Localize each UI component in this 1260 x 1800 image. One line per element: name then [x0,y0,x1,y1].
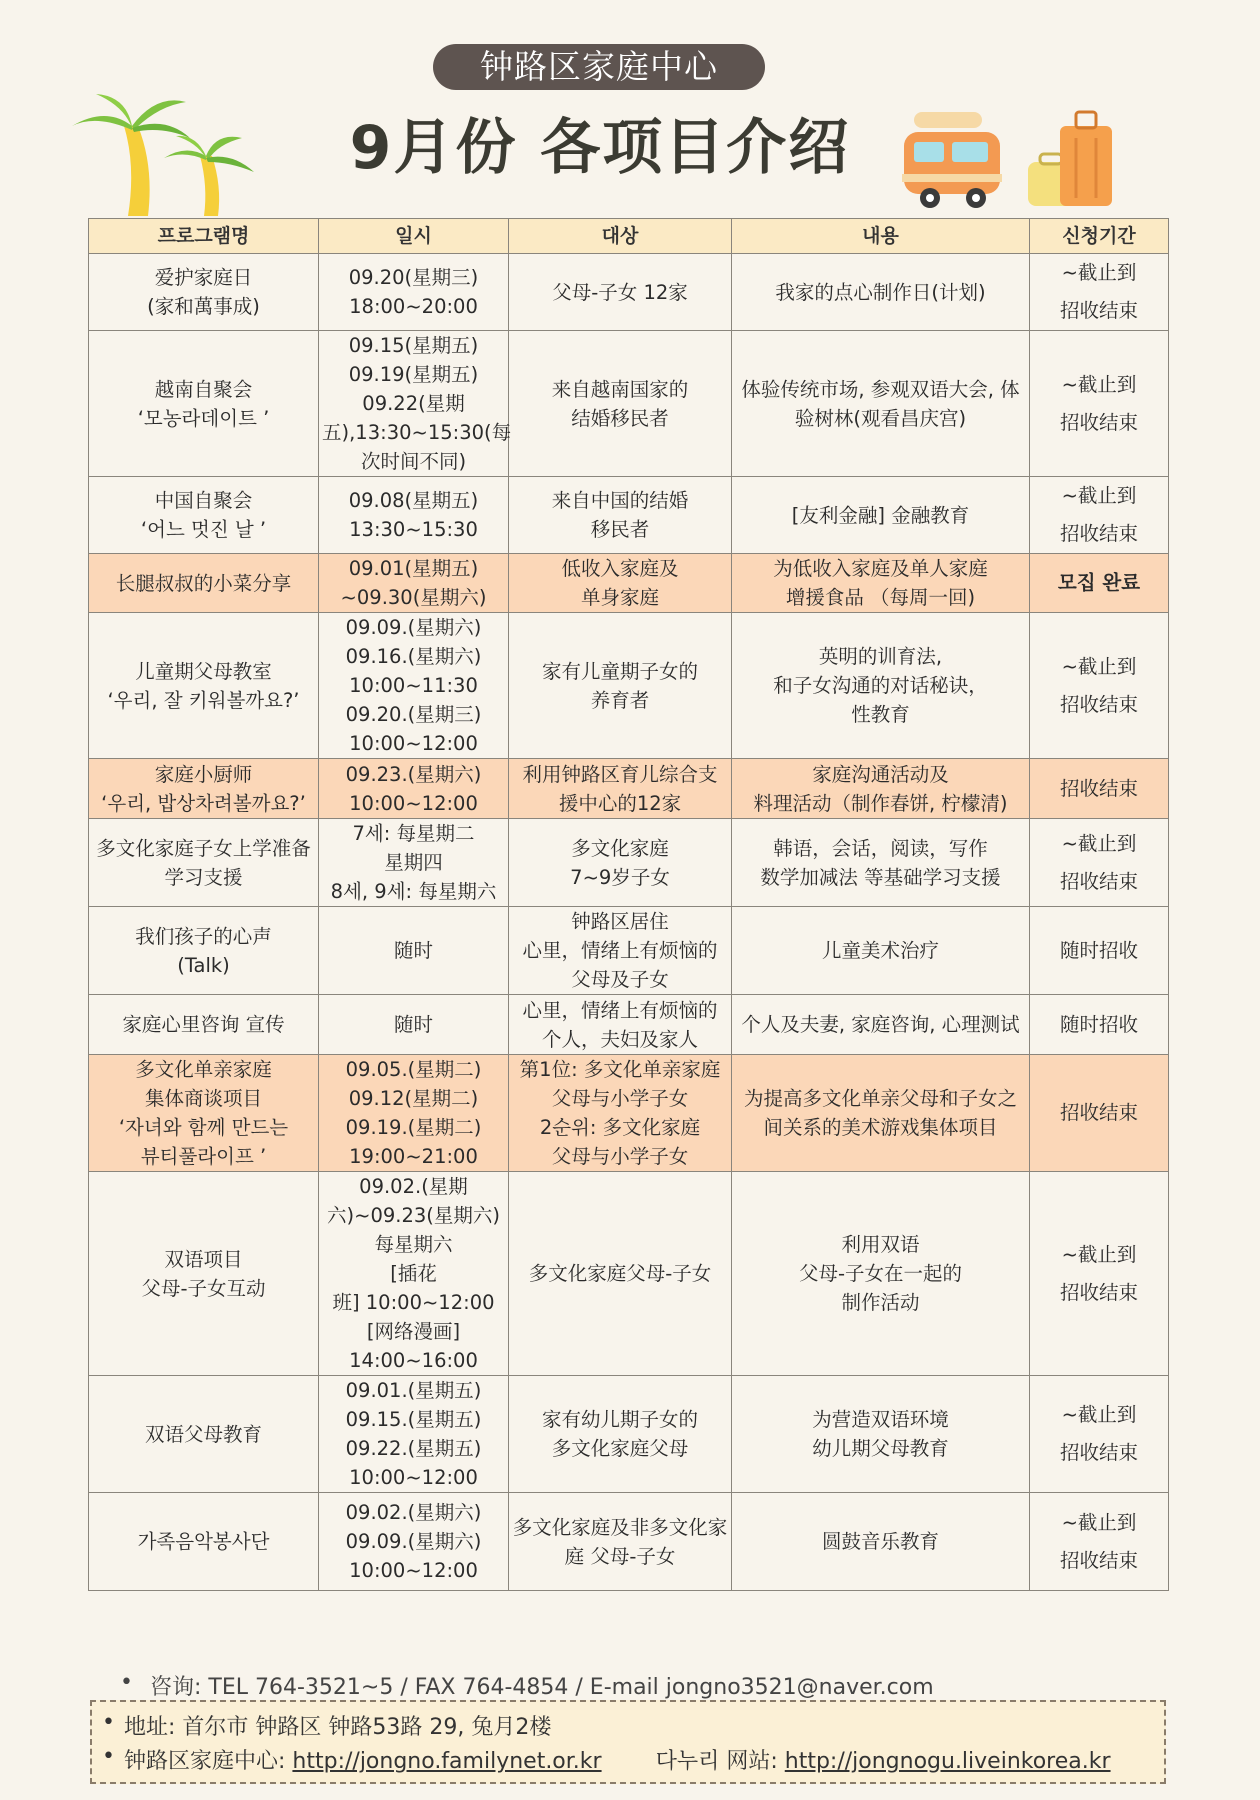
cell-name [89,1172,319,1376]
table-row [89,759,1169,819]
cell-line: 低收入家庭及 [561,557,679,580]
cell-line: ~截止到 [1061,1403,1137,1426]
table-row [89,477,1169,554]
bullet-icon: • [102,1710,115,1735]
table-row [89,331,1169,477]
cell-period [1030,1493,1169,1591]
cell-line: 09.09.(星期六) [345,1530,482,1553]
cell-line: 心里，情绪上有烦恼的 [522,939,718,962]
cell-period [1030,554,1169,613]
cell-period [1030,1376,1169,1493]
cell-line: 10:00~11:30 [349,674,478,697]
cell-target [509,254,732,331]
table-row [89,613,1169,759]
org-name-pill: 钟路区家庭中心 [433,44,765,90]
cell-line: 8세, 9세: 每星期六 [330,880,497,903]
cell-date [319,1376,509,1493]
cell-line: 招收结束 [1059,1280,1138,1304]
cell-content [732,1055,1030,1172]
cell-line: 父母-子女在一起的 [798,1262,963,1285]
danuri-site-link[interactable]: http://jongnogu.liveinkorea.kr [784,1749,1111,1774]
center-site-link[interactable]: http://jongno.familynet.or.kr [292,1749,602,1774]
cell-line: (Talk) [177,953,230,977]
cell-name [89,995,319,1055]
cell-line: ~09.30(星期六) [340,586,487,609]
cell-line: 双语项目 [164,1247,243,1271]
cell-line: 09.19(星期五) [348,363,479,386]
cell-line: 09.05.(星期二) [345,1058,482,1081]
cell-line: 每星期六 [374,1233,453,1256]
cell-line: 韩语，会话，阅读，写作 [773,836,988,860]
cell-line: 10:00~12:00 [349,1559,478,1582]
cell-period [1030,1172,1169,1376]
cell-date [319,613,509,759]
table-row [89,1493,1169,1591]
cell-line: 儿童美术治疗 [821,939,939,962]
cell-line: 家有儿童期子女的 [541,659,698,683]
cell-line: 招收结束 [1059,1441,1138,1464]
table-header-row [89,219,1169,254]
cell-date [319,254,509,331]
cell-target [509,1172,732,1376]
cell-line: 多文化家庭父母-子女 [528,1262,712,1285]
cell-name [89,1376,319,1493]
cell-line: 가족음악봉사단 [137,1530,270,1553]
cell-line: 长腿叔叔的小菜分享 [115,571,292,595]
cell-line: 19:00~21:00 [349,1145,478,1168]
cell-line: 09.02.(星期 [359,1175,468,1198]
cell-line: 数学加减法 等基础学习支援 [760,865,1001,889]
cell-date [319,1172,509,1376]
cell-content [732,331,1030,477]
cell-line: 单身家庭 [580,586,659,609]
cell-line: 09.08(星期五) [348,489,479,512]
cell-line: 移民者 [590,518,650,541]
cell-line: 2순위: 多文化家庭 [539,1116,701,1139]
cell-period [1030,759,1169,819]
cell-name [89,819,319,907]
cell-period [1030,995,1169,1055]
cell-line: 制作活动 [841,1291,920,1314]
cell-line: 利用钟路区育儿综合支 [522,762,718,786]
cell-line: 7세: 每星期二 [352,822,475,845]
palm-trees-icon [66,86,266,216]
cell-line: 验树林(观看昌庆宫) [794,406,967,430]
cell-line: 09.15.(星期五) [345,1408,482,1431]
cell-date [319,477,509,554]
cell-line: ~截止到 [1061,261,1137,284]
center-site-label: 钟路区家庭中心: [124,1749,286,1774]
cell-line: 多文化家庭父母 [551,1437,689,1460]
cell-line: ‘모농라데이트 ’ [137,406,270,430]
cell-line: 09.19.(星期二) [345,1116,482,1139]
cell-line: 为低收入家庭及单人家庭 [773,557,988,580]
cell-line: 班] 10:00~12:00 [332,1291,495,1314]
cell-line: ~截止到 [1061,372,1137,396]
cell-target [509,1493,732,1591]
table-row [89,907,1169,995]
cell-line: 招收结束 [1059,776,1138,800]
cell-line: 星期四 [384,851,443,874]
cell-line: 我们孩子的心声 [135,924,272,948]
cell-line: 集体商谈项目 [144,1087,262,1110]
col-header-program-name: 프로그램명 [89,219,319,254]
cell-content [732,1172,1030,1376]
cell-line: ‘우리, 잘 키워볼까요?’ [107,688,300,712]
footer-links [102,1744,1111,1775]
cell-line: 10:00~12:00 [349,732,478,755]
program-table [88,218,1169,1591]
cell-date [319,759,509,819]
cell-period [1030,254,1169,331]
cell-line: ‘우리, 밥상차려볼까요?’ [101,791,306,815]
cell-line: 庭 父母-子女 [564,1544,676,1568]
table-row [89,1172,1169,1376]
cell-line: 性教育 [851,703,910,726]
cell-name [89,613,319,759]
cell-line: 来自中国的结婚 [551,489,689,512]
cell-content [732,819,1030,907]
col-header-target: 대상 [509,219,732,254]
cell-date [319,1055,509,1172]
cell-line: 学习支援 [164,865,243,889]
cell-line: 六)~09.23(星期六) [327,1204,500,1227]
cell-line: 뷰티풀라이프 ’ [140,1145,267,1168]
cell-line: 家庭小厨师 [154,762,253,786]
cell-line: 14:00~16:00 [349,1349,478,1372]
cell-line: 爱护家庭日 [154,266,253,289]
cell-period [1030,477,1169,554]
cell-target [509,819,732,907]
cell-line: 多文化家庭子女上学准备 [96,836,311,860]
cell-target [509,613,732,759]
cell-line: 料理活动（制作春饼, 柠檬清) [753,791,1008,815]
cell-line: 中国自聚会 [154,489,253,512]
bullet-icon: • [120,1670,133,1695]
cell-name [89,477,319,554]
cell-target [509,759,732,819]
cell-line: ~截止到 [1061,654,1137,678]
cell-line: 幼儿期父母教育 [812,1437,949,1460]
cell-line: 次时间不同) [360,450,467,473]
cell-line: 09.22(星期 [362,392,465,415]
cell-line: 体验传统市场, 参观双语大会, 体 [741,377,1020,401]
cell-name [89,554,319,613]
footer-box [90,1700,1166,1784]
table-row [89,554,1169,613]
cell-line: 双语父母教育 [144,1422,262,1446]
cell-target [509,907,732,995]
cell-period [1030,907,1169,995]
cell-line: 随时 [393,939,433,962]
cell-line: 13:30~15:30 [349,518,478,541]
cell-line: 英明的训育法, [818,645,943,668]
table-row [89,1376,1169,1493]
cell-line: ~截止到 [1061,831,1137,855]
cell-line: 利用双语 [841,1233,920,1256]
cell-target [509,477,732,554]
cell-line: 18:00~20:00 [349,295,478,318]
cell-period [1030,819,1169,907]
cell-line: 钟路区居住 [571,910,669,933]
cell-line: 和子女沟通的对话秘诀， [773,674,988,697]
cell-line: 招收结束 [1059,869,1138,893]
footer-contact: • 咨询: TEL 764-3521~5 / FAX 764-4854 / E-mail jongno3521@naver.com [120,1670,934,1700]
cell-line: 09.20.(星期三) [345,703,482,726]
col-header-content: 내용 [732,219,1030,254]
page-title: 9月份 各项目介绍 [349,113,851,183]
cell-line: 间关系的美术游戏集体项目 [763,1116,998,1139]
cell-line: 援中心的12家 [558,791,682,815]
car-luggage-icon [900,108,1120,218]
cell-line: 多文化单亲家庭 [135,1058,272,1081]
cell-line: 五),13:30~15:30(每 [322,421,512,444]
table-row [89,819,1169,907]
cell-content [732,759,1030,819]
cell-line: 越南自聚会 [154,377,253,401]
cell-line: 父母-子女 12家 [552,280,688,304]
cell-date [319,554,509,613]
cell-date [319,331,512,477]
cell-line: 09.01(星期五) [348,557,479,580]
cell-line: 结婚移民者 [571,406,669,430]
cell-target [509,1376,732,1493]
cell-line: 招收结束 [1059,1101,1138,1124]
col-header-datetime: 일시 [319,219,509,254]
cell-line: 09.01.(星期五) [345,1379,482,1402]
cell-line: 家庭心里咨询 宣传 [122,1013,285,1036]
cell-line: 父母与小学子女 [551,1145,689,1168]
cell-line: 心里，情绪上有烦恼的 [522,998,718,1022]
cell-line: 招收结束 [1059,299,1138,322]
cell-line: 养育者 [590,688,650,712]
cell-line: (家和萬事成) [147,295,260,318]
cell-date [319,907,509,995]
cell-content [732,907,1030,995]
cell-line: 09.16.(星期六) [345,645,482,668]
cell-line: ‘자녀와 함께 만드는 [118,1116,289,1139]
cell-line: 来自越南国家的 [551,377,689,401]
cell-line: 10:00~12:00 [349,1466,478,1489]
cell-line: 随时 [393,1013,433,1036]
cell-line: ~截止到 [1061,484,1137,507]
cell-line: 7~9岁子女 [570,865,670,889]
cell-target [509,995,732,1055]
danuri-site-label: 다누리 网站: [655,1749,778,1774]
cell-line: [友利金融] 金融教育 [791,503,970,527]
cell-line: 09.23.(星期六) [345,762,482,786]
cell-name [89,1493,319,1591]
table-row [89,1055,1169,1172]
cell-line: 09.20(星期三) [348,266,479,289]
cell-line: 招收结束 [1059,410,1138,434]
cell-content [732,1376,1030,1493]
cell-line: [插花 [390,1262,437,1285]
cell-period [1030,331,1169,477]
cell-name [89,907,319,995]
cell-target [509,1055,732,1172]
cell-content [732,613,1030,759]
footer-address: • 地址: 首尔市 钟路区 钟路53路 29, 兔月2楼 [102,1710,552,1740]
cell-line: 个人及夫妻, 家庭咨询, 心理测试 [741,1013,1020,1036]
cell-line: 父母与小学子女 [551,1087,689,1110]
cell-line: 父母-子女互动 [141,1276,266,1300]
bullet-icon: • [102,1744,115,1769]
cell-line: 第1位: 多文化单亲家庭 [519,1058,721,1081]
cell-line: 圆鼓音乐教育 [821,1530,939,1553]
cell-content [732,1493,1030,1591]
cell-line: 多文化家庭及非多文化家 [512,1515,728,1539]
cell-period [1030,613,1169,759]
cell-content [732,995,1030,1055]
cell-line: 10:00~12:00 [349,791,478,815]
cell-line: 09.15(星期五) [348,334,479,357]
cell-date [319,1493,509,1591]
cell-line: 09.02.(星期六) [345,1501,482,1524]
cell-name [89,254,319,331]
col-header-period: 신청기간 [1030,219,1169,254]
table-row [89,995,1169,1055]
cell-line: 为营造双语环境 [812,1408,949,1431]
cell-target [509,554,732,613]
cell-content [732,254,1030,331]
cell-line: 09.22.(星期五) [345,1437,482,1460]
cell-line: ~截止到 [1061,1242,1137,1266]
cell-line: 增援食品 （每周一回) [785,586,976,609]
cell-line: [网络漫画] [366,1320,461,1343]
cell-line: ‘어느 멋진 날 ’ [140,518,267,541]
cell-target [509,331,732,477]
cell-line: 父母及子女 [571,968,669,991]
cell-line: 随时招收 [1059,1012,1138,1036]
cell-name [89,1055,319,1172]
cell-line: 09.12(星期二) [348,1087,479,1110]
cell-line: 家庭沟通活动及 [812,762,949,786]
cell-name [89,331,319,477]
cell-date [319,819,509,907]
cell-content [732,477,1030,554]
cell-line: 为提高多文化单亲父母和子女之 [743,1087,1017,1110]
cell-line: 个人，夫妇及家人 [541,1027,698,1051]
cell-content [732,554,1030,613]
cell-line: 儿童期父母教室 [135,659,272,683]
cell-period [1030,1055,1169,1172]
cell-line: 招收结束 [1059,692,1138,716]
cell-line: 09.09.(星期六) [345,616,482,639]
cell-line: 家有幼儿期子女的 [541,1408,698,1431]
cell-line: ~截止到 [1061,1510,1137,1534]
cell-line: 모집 완료 [1057,571,1141,594]
cell-line: 多文化家庭 [571,836,669,860]
cell-line: 随时招收 [1059,938,1138,962]
cell-name [89,759,319,819]
cell-date [319,995,509,1055]
cell-line: 招收结束 [1059,1548,1138,1572]
cell-line: 招收结束 [1059,522,1138,545]
table-row [89,254,1169,331]
cell-line: 我家的点心制作日(计划) [775,280,986,304]
